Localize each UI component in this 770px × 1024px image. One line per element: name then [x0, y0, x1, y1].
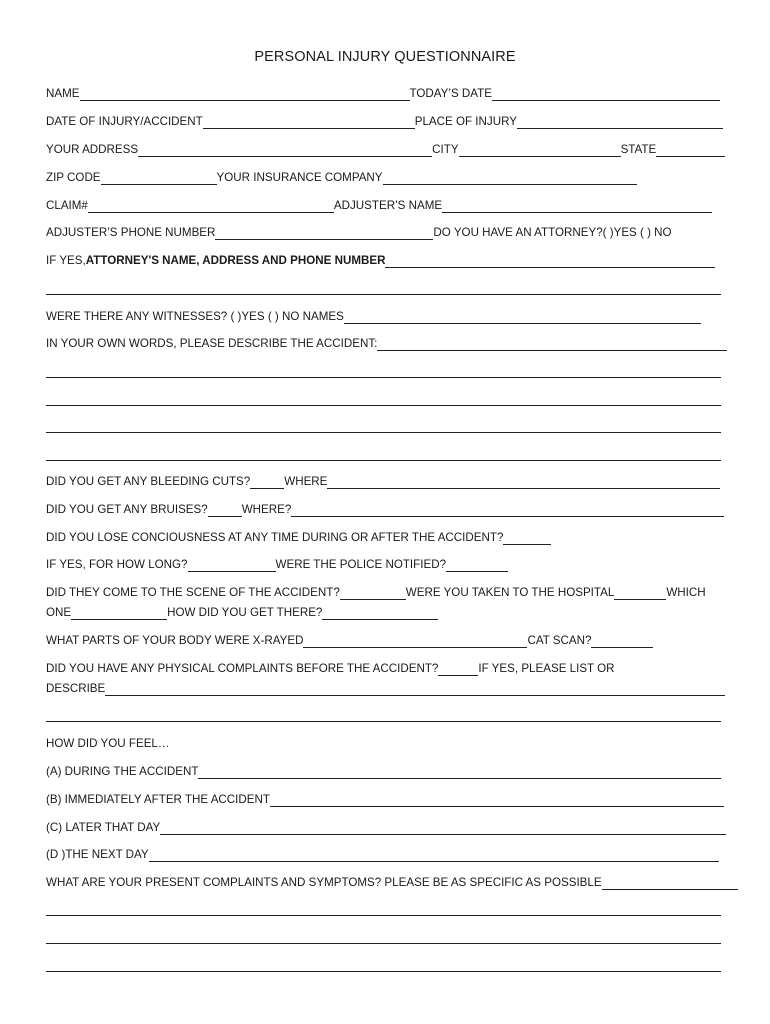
xrayed-label: WHAT PARTS OF YOUR BODY WERE X-RAYED [46, 634, 304, 647]
row-bruises [46, 503, 724, 517]
name-field[interactable] [80, 89, 410, 101]
row-how-long [46, 558, 508, 572]
attorney-details-field[interactable] [385, 256, 715, 268]
describe-accident-line-2[interactable] [46, 377, 721, 378]
row-during [46, 765, 721, 779]
next-day-field[interactable] [149, 850, 719, 862]
row-present-complaints [46, 876, 738, 890]
row-which-one [46, 606, 438, 620]
date-of-injury-label: DATE OF INJURY/ACCIDENT [46, 115, 203, 128]
describe-field[interactable] [105, 684, 725, 696]
adjuster-name-field[interactable] [442, 201, 712, 213]
row-describe [46, 682, 725, 696]
bruises-field[interactable] [208, 505, 242, 517]
police-notified-label: WERE THE POLICE NOTIFIED? [275, 558, 447, 571]
row-later-that-day [46, 821, 726, 835]
cat-scan-label: CAT SCAN? [527, 634, 592, 647]
describe-label: DESCRIBE [46, 682, 106, 695]
how-long-field[interactable] [188, 560, 276, 572]
xrayed-field[interactable] [303, 636, 527, 648]
adjuster-phone-label: ADJUSTER’S PHONE NUMBER [46, 226, 216, 239]
witnesses-label: WERE THERE ANY WITNESSES? ( )YES ( ) NO NAMES [46, 310, 344, 323]
how-get-there-label: HOW DID YOU GET THERE? [167, 606, 323, 619]
come-to-scene-field[interactable] [340, 588, 406, 600]
which-label: WHICH [666, 586, 706, 599]
state-label: STATE [620, 143, 657, 156]
if-yes-list-label: IF YES, PLEASE LIST OR [478, 662, 615, 675]
date-of-injury-field[interactable] [203, 117, 415, 129]
consciousness-field[interactable] [503, 533, 551, 545]
claim-label: CLAIM# [46, 199, 88, 212]
describe-line-2[interactable] [46, 721, 721, 722]
during-field[interactable] [198, 767, 721, 779]
how-get-there-field[interactable] [322, 608, 438, 620]
attorney-question: DO YOU HAVE AN ATTORNEY?( )YES ( ) NO [433, 226, 672, 239]
describe-accident-field[interactable] [377, 339, 727, 351]
present-complaints-line-4[interactable] [46, 971, 721, 972]
if-yes-label: IF YES, [46, 254, 86, 267]
attorney-details-label: ATTORNEY'S NAME, ADDRESS AND PHONE NUMBER [85, 254, 386, 267]
todays-date-label: TODAY’S DATE [409, 87, 492, 100]
name-label: NAME [46, 87, 80, 100]
row-adjuster-phone [46, 226, 672, 240]
which-hospital-field[interactable] [71, 608, 167, 620]
city-field[interactable] [459, 145, 621, 157]
taken-to-hospital-field[interactable] [614, 588, 666, 600]
physical-complaints-label: DID YOU HAVE ANY PHYSICAL COMPLAINTS BEFORE THE ACCIDENT? [46, 662, 439, 675]
bruises-where-field[interactable] [291, 505, 724, 517]
todays-date-field[interactable] [492, 89, 720, 101]
immediately-after-label: (B) IMMEDIATELY AFTER THE ACCIDENT [46, 793, 270, 806]
row-claim [46, 199, 712, 213]
state-field[interactable] [656, 145, 725, 157]
cat-scan-field[interactable] [591, 636, 653, 648]
present-complaints-line-3[interactable] [46, 943, 721, 944]
consciousness-label: DID YOU LOSE CONCIOUSNESS AT ANY TIME DURING OR AFTER THE ACCIDENT? [46, 531, 504, 544]
later-that-day-field[interactable] [160, 823, 726, 835]
place-of-injury-label: PLACE OF INJURY [414, 115, 517, 128]
describe-accident-line-4[interactable] [46, 432, 721, 433]
during-label: (A) DURING THE ACCIDENT [46, 765, 199, 778]
attorney-details-line-2[interactable] [46, 294, 721, 295]
row-physical-complaints [46, 662, 615, 676]
bleeding-cuts-label: DID YOU GET ANY BLEEDING CUTS? [46, 475, 251, 488]
describe-accident-line-5[interactable] [46, 460, 721, 461]
how-long-label: IF YES, FOR HOW LONG? [46, 558, 188, 571]
row-next-day [46, 848, 719, 862]
address-label: YOUR ADDRESS [46, 143, 139, 156]
adjuster-phone-field[interactable] [215, 228, 433, 240]
bruises-label: DID YOU GET ANY BRUISES? [46, 503, 208, 516]
row-attorney-details [46, 254, 715, 268]
cuts-where-field[interactable] [327, 477, 720, 489]
insurance-company-field[interactable] [383, 173, 637, 185]
later-that-day-label: (C) LATER THAT DAY [46, 821, 161, 834]
cuts-where-label: WHERE [284, 475, 328, 488]
page-title: PERSONAL INJURY QUESTIONNAIRE [254, 49, 516, 65]
address-field[interactable] [138, 145, 432, 157]
row-xray [46, 634, 653, 648]
physical-complaints-field[interactable] [438, 664, 478, 676]
row-how-feel [46, 737, 169, 751]
present-complaints-line-2[interactable] [46, 915, 721, 916]
witness-names-field[interactable] [344, 312, 701, 324]
row-zip [46, 171, 637, 185]
bleeding-cuts-field[interactable] [250, 477, 284, 489]
row-describe-accident [46, 337, 727, 351]
row-witnesses [46, 310, 701, 324]
describe-accident-label: IN YOUR OWN WORDS, PLEASE DESCRIBE THE ACCIDENT: [46, 337, 378, 350]
present-complaints-label: WHAT ARE YOUR PRESENT COMPLAINTS AND SYMPTOMS? PLEASE BE AS SPECIFIC AS POSSIBLE [46, 876, 602, 889]
row-scene-hospital [46, 586, 706, 600]
bruises-where-label: WHERE? [241, 503, 292, 516]
row-address [46, 143, 725, 157]
how-feel-label: HOW DID YOU FEEL… [46, 737, 170, 750]
zip-code-field[interactable] [101, 173, 217, 185]
row-bleeding-cuts [46, 475, 720, 489]
claim-field[interactable] [88, 201, 334, 213]
row-name [46, 87, 720, 101]
describe-accident-line-3[interactable] [46, 405, 721, 406]
taken-to-hospital-label: WERE YOU TAKEN TO THE HOSPITAL [405, 586, 615, 599]
next-day-label: (D )THE NEXT DAY [46, 848, 149, 861]
zip-code-label: ZIP CODE [46, 171, 101, 184]
immediately-after-field[interactable] [270, 795, 724, 807]
row-immediately-after [46, 793, 724, 807]
police-notified-field[interactable] [446, 560, 508, 572]
row-consciousness [46, 531, 551, 545]
city-label: CITY [432, 143, 459, 156]
place-of-injury-field[interactable] [517, 117, 723, 129]
one-label: ONE [46, 606, 72, 619]
come-to-scene-label: DID THEY COME TO THE SCENE OF THE ACCIDENT? [46, 586, 340, 599]
insurance-company-label: YOUR INSURANCE COMPANY [216, 171, 383, 184]
present-complaints-field[interactable] [602, 878, 738, 890]
row-date-of-injury [46, 115, 723, 129]
adjuster-name-label: ADJUSTER’S NAME [333, 199, 443, 212]
